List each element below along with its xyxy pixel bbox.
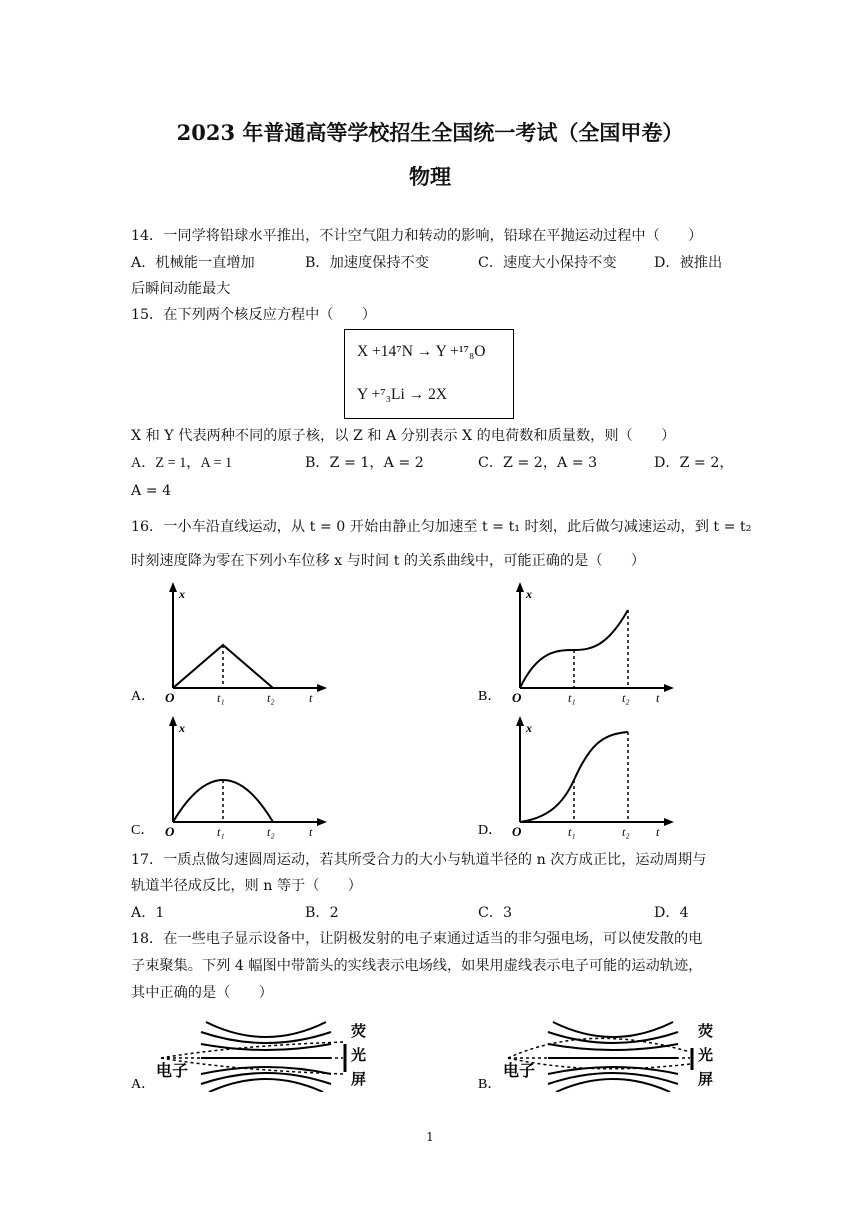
graph-c-origin: O xyxy=(165,824,175,839)
q17-option-d: D．4 xyxy=(654,905,689,921)
graph-a-label: A． xyxy=(131,689,156,704)
field-diagram-a xyxy=(131,1012,381,1092)
graph-d-t2: t₂ xyxy=(622,825,630,839)
graph-a xyxy=(131,580,331,705)
graph-b-x-label: x xyxy=(526,587,532,601)
field-diagram-b-screen-1: 荧 xyxy=(698,1024,714,1040)
equation-box xyxy=(344,329,514,419)
equation-2: Y +⁷₃Li → 2X xyxy=(357,386,448,403)
graph-d-x-label: x xyxy=(526,721,532,735)
graph-d xyxy=(478,714,678,839)
graph-b xyxy=(478,580,678,705)
graph-b-t1: t₁ xyxy=(568,691,576,705)
q15-option-d-cont: A = 4 xyxy=(131,483,172,499)
graph-c-x-label: x xyxy=(179,721,185,735)
q17-stem-line2: 轨道半径成反比，则 n 等于（ ） xyxy=(131,878,362,894)
graph-b-label: B． xyxy=(478,689,502,704)
graph-a-t1: t₁ xyxy=(217,691,225,705)
exam-title: 2023 年普通高等学校招生全国统一考试（全国甲卷） xyxy=(176,120,684,145)
graph-b-t-axis: t xyxy=(656,691,660,705)
q15-option-a: A．Z = 1，A = 1 xyxy=(131,455,233,471)
graph-a-origin: O xyxy=(165,690,175,705)
graph-c-t-axis: t xyxy=(309,825,313,839)
q14-stem: 14．一同学将铅球水平推出，不计空气阻力和转动的影响，铅球在平抛运动过程中（ ） xyxy=(131,228,703,244)
graph-d-t-axis: t xyxy=(656,825,660,839)
graph-a-t2: t₂ xyxy=(267,691,275,705)
graph-c xyxy=(131,714,331,839)
q14-option-d: D．被推出 xyxy=(654,255,723,271)
graph-d-origin: O xyxy=(512,824,522,839)
q14-option-b: B．加速度保持不变 xyxy=(305,255,429,271)
q15-stem: 15．在下列两个核反应方程中（ ） xyxy=(131,307,377,323)
q18-stem-line1: 18．在一些电子显示设备中，让阴极发射的电子束通过适当的非匀强电场，可以使发散的电 xyxy=(131,931,703,947)
graph-c-t2: t₂ xyxy=(267,825,275,839)
graph-c-t1: t₁ xyxy=(217,825,225,839)
equation-1: X +14⁷N → Y +¹⁷₈O xyxy=(357,343,486,360)
field-diagram-a-screen-2: 光 xyxy=(351,1048,367,1064)
q17-option-c: C．3 xyxy=(478,905,513,921)
q15-option-b: B．Z = 1，A = 2 xyxy=(305,455,424,471)
field-diagram-b-screen-3: 屏 xyxy=(698,1072,714,1088)
field-diagram-b-electron-label: 电子 xyxy=(503,1063,536,1080)
field-diagram-b-label: B． xyxy=(478,1077,502,1092)
field-diagram-a-screen-1: 荧 xyxy=(351,1024,367,1040)
field-diagram-b xyxy=(478,1012,728,1092)
q17-option-a: A．1 xyxy=(131,905,165,921)
q15-option-d: D．Z = 2， xyxy=(654,455,734,471)
field-diagram-a-electron-label: 电子 xyxy=(156,1063,189,1080)
page-number: 1 xyxy=(426,1130,434,1144)
q18-stem-line3: 其中正确的是（ ） xyxy=(131,985,273,1001)
q18-stem-line2: 子束聚集。下列 4 幅图中带箭头的实线表示电场线，如果用虚线表示电子可能的运动轨迹， xyxy=(131,958,703,974)
q15-option-c: C．Z = 2，A = 3 xyxy=(478,455,598,471)
graph-a-t-axis: t xyxy=(309,691,313,705)
q14-option-a: A．机械能一直增加 xyxy=(131,255,255,271)
graph-d-label: D． xyxy=(478,823,503,838)
q17-stem-line1: 17．一质点做匀速圆周运动，若其所受合力的大小与轨道半径的 n 次方成正比，运动周期与 xyxy=(131,852,707,868)
field-diagram-b-screen-2: 光 xyxy=(698,1048,714,1064)
q14-option-c: C．速度大小保持不变 xyxy=(478,255,617,271)
q14-option-d-cont: 后瞬间动能最大 xyxy=(131,281,231,297)
graph-b-origin: O xyxy=(512,690,522,705)
graph-c-label: C． xyxy=(131,823,155,838)
field-diagram-a-screen-3: 屏 xyxy=(351,1072,367,1088)
graph-d-t1: t₁ xyxy=(568,825,576,839)
q15-text: X 和 Y 代表两种不同的原子核，以 Z 和 A 分别表示 X 的电荷数和质量数，则（ ） xyxy=(131,428,676,444)
q16-stem-line2: 时刻速度降为零在下列小车位移 x 与时间 t 的关系曲线中，可能正确的是（ ） xyxy=(131,553,646,569)
graph-b-t2: t₂ xyxy=(622,691,630,705)
subject-title: 物理 xyxy=(409,164,451,189)
q16-stem-line1: 16．一小车沿直线运动，从 t = 0 开始由静止匀加速至 t = t₁ 时刻，此后做匀减速运动，到 t = t₂ xyxy=(131,519,752,535)
field-diagram-a-label: A． xyxy=(131,1077,156,1092)
q17-option-b: B．2 xyxy=(305,905,339,921)
graph-a-x-label: x xyxy=(179,587,185,601)
